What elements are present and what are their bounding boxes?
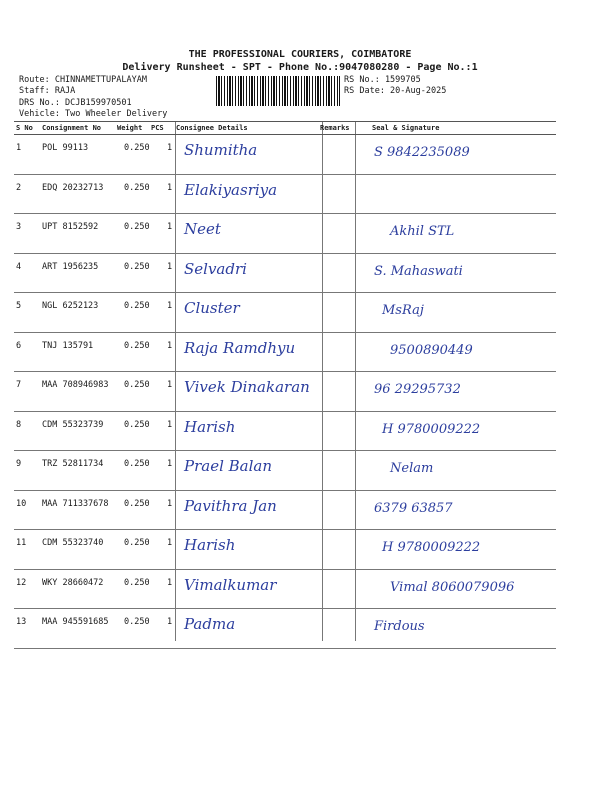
row-pcs: 1: [167, 143, 173, 153]
row-pcs: 1: [167, 261, 173, 272]
signature: MsRaj: [382, 303, 424, 318]
row-consignment: UPT 8152592: [42, 222, 99, 232]
signature: H 9780009222: [382, 540, 481, 555]
row-consignment: ART 1956235: [42, 261, 99, 272]
signature: 9500890449: [390, 342, 473, 358]
row-sno: 3: [16, 222, 22, 232]
signature: S. Mahaswati: [374, 263, 463, 279]
consignee-handwriting: Vivek Dinakaran: [184, 378, 310, 396]
row-pcs: 1: [167, 380, 173, 390]
row-sno: 4: [16, 261, 22, 272]
row-pcs: 1: [167, 222, 173, 232]
row-pcs: 1: [167, 577, 173, 588]
row-sno: 11: [16, 538, 27, 548]
table-row: [14, 570, 556, 610]
row-weight: 0.250: [124, 538, 150, 548]
route: Route: CHINNAMETTUPALAYAM: [19, 75, 147, 85]
consignee-handwriting: Pavithra Jan: [184, 496, 277, 515]
row-pcs: 1: [167, 301, 173, 311]
consignee-handwriting: Harish: [184, 536, 236, 554]
row-weight: 0.250: [124, 498, 150, 509]
row-weight: 0.250: [124, 340, 150, 351]
row-consignment: CDM 55323739: [42, 419, 104, 430]
row-sno: 9: [16, 459, 22, 469]
row-sno: 13: [16, 617, 27, 627]
consignee-handwriting: Vimalkumar: [184, 575, 277, 594]
row-sno: 1: [16, 143, 22, 153]
row-weight: 0.250: [124, 182, 150, 193]
table-header: [14, 121, 556, 135]
signature: Nelam: [390, 461, 434, 476]
row-pcs: 1: [167, 182, 173, 193]
row-pcs: 1: [167, 617, 173, 627]
signature: Akhil STL: [390, 224, 455, 239]
table-row: [14, 372, 556, 412]
signature: 6379 63857: [374, 500, 453, 516]
table-row: [14, 530, 556, 570]
col-sno: S No: [16, 124, 33, 132]
row-weight: 0.250: [124, 577, 150, 588]
row-weight: 0.250: [124, 261, 150, 272]
vehicle: Vehicle: Two Wheeler Delivery: [19, 109, 168, 119]
col-consignee: Consignee Details: [176, 124, 248, 132]
row-pcs: 1: [167, 340, 173, 351]
row-weight: 0.250: [124, 222, 150, 232]
drs-no: DRS No.: DCJB159970501: [19, 98, 132, 108]
row-sno: 12: [16, 577, 27, 588]
barcode: [216, 76, 340, 106]
row-consignment: MAA 711337678: [42, 498, 109, 509]
consignee-handwriting: Padma: [184, 615, 236, 633]
consignee-handwriting: Prael Balan: [184, 457, 273, 475]
consignee-handwriting: Neet: [184, 220, 221, 238]
table-row: [14, 214, 556, 254]
col-seal: Seal & Signature: [372, 124, 440, 132]
runsheet-table: [14, 121, 556, 649]
runsheet-subtitle: Delivery Runsheet - SPT - Phone No.:9047080280 - Page No.:1: [122, 62, 478, 73]
row-sno: 2: [16, 182, 22, 193]
row-consignment: NGL 6252123: [42, 301, 99, 311]
row-consignment: TNJ 135791: [42, 340, 94, 351]
consignee-handwriting: Harish: [184, 417, 236, 436]
row-sno: 6: [16, 340, 22, 351]
table-row: [14, 135, 556, 175]
row-pcs: 1: [167, 419, 173, 430]
row-consignment: MAA 708946983: [42, 380, 109, 390]
consignee-handwriting: Raja Ramdhyu: [184, 338, 296, 357]
consignee-handwriting: Shumitha: [184, 141, 258, 159]
table-row: [14, 175, 556, 215]
col-pcs: PCS: [151, 124, 164, 132]
rs-no: RS No.: 1599705: [344, 75, 421, 85]
col-weight: Weight: [117, 124, 143, 132]
row-weight: 0.250: [124, 380, 150, 390]
company-title: THE PROFESSIONAL COURIERS, COIMBATORE: [188, 49, 412, 60]
table-row: [14, 451, 556, 491]
table-row: [14, 412, 556, 452]
table-row: [14, 293, 556, 333]
row-consignment: MAA 945591685: [42, 617, 109, 627]
row-weight: 0.250: [124, 419, 150, 430]
table-row: [14, 609, 556, 649]
col-remarks: Remarks: [320, 124, 350, 132]
row-consignment: EDQ 20232713: [42, 182, 104, 193]
row-pcs: 1: [167, 498, 173, 509]
row-sno: 10: [16, 498, 27, 509]
table-row: [14, 254, 556, 294]
row-pcs: 1: [167, 538, 173, 548]
row-weight: 0.250: [124, 301, 150, 311]
row-sno: 5: [16, 301, 22, 311]
row-consignment: CDM 55323740: [42, 538, 104, 548]
row-consignment: TRZ 52811734: [42, 459, 104, 469]
row-consignment: WKY 28660472: [42, 577, 104, 588]
row-weight: 0.250: [124, 143, 150, 153]
signature: Firdous: [374, 619, 425, 634]
rs-date: RS Date: 20-Aug-2025: [344, 86, 447, 96]
consignee-handwriting: Cluster: [184, 299, 240, 317]
row-weight: 0.250: [124, 617, 150, 627]
row-pcs: 1: [167, 459, 173, 469]
consignee-handwriting: Selvadri: [184, 259, 247, 278]
signature: 96 29295732: [374, 382, 461, 397]
staff: Staff: RAJA: [19, 86, 76, 96]
signature: Vimal 8060079096: [390, 579, 515, 595]
table-row: [14, 491, 556, 531]
col-consignment: Consignment No: [42, 124, 102, 132]
row-sno: 8: [16, 419, 22, 430]
consignee-handwriting: Elakiyasriya: [184, 180, 278, 199]
signature: H 9780009222: [382, 421, 481, 437]
signature: S 9842235089: [374, 145, 470, 160]
table-row: [14, 333, 556, 373]
row-weight: 0.250: [124, 459, 150, 469]
row-sno: 7: [16, 380, 22, 390]
row-consignment: POL 99113: [42, 143, 89, 153]
